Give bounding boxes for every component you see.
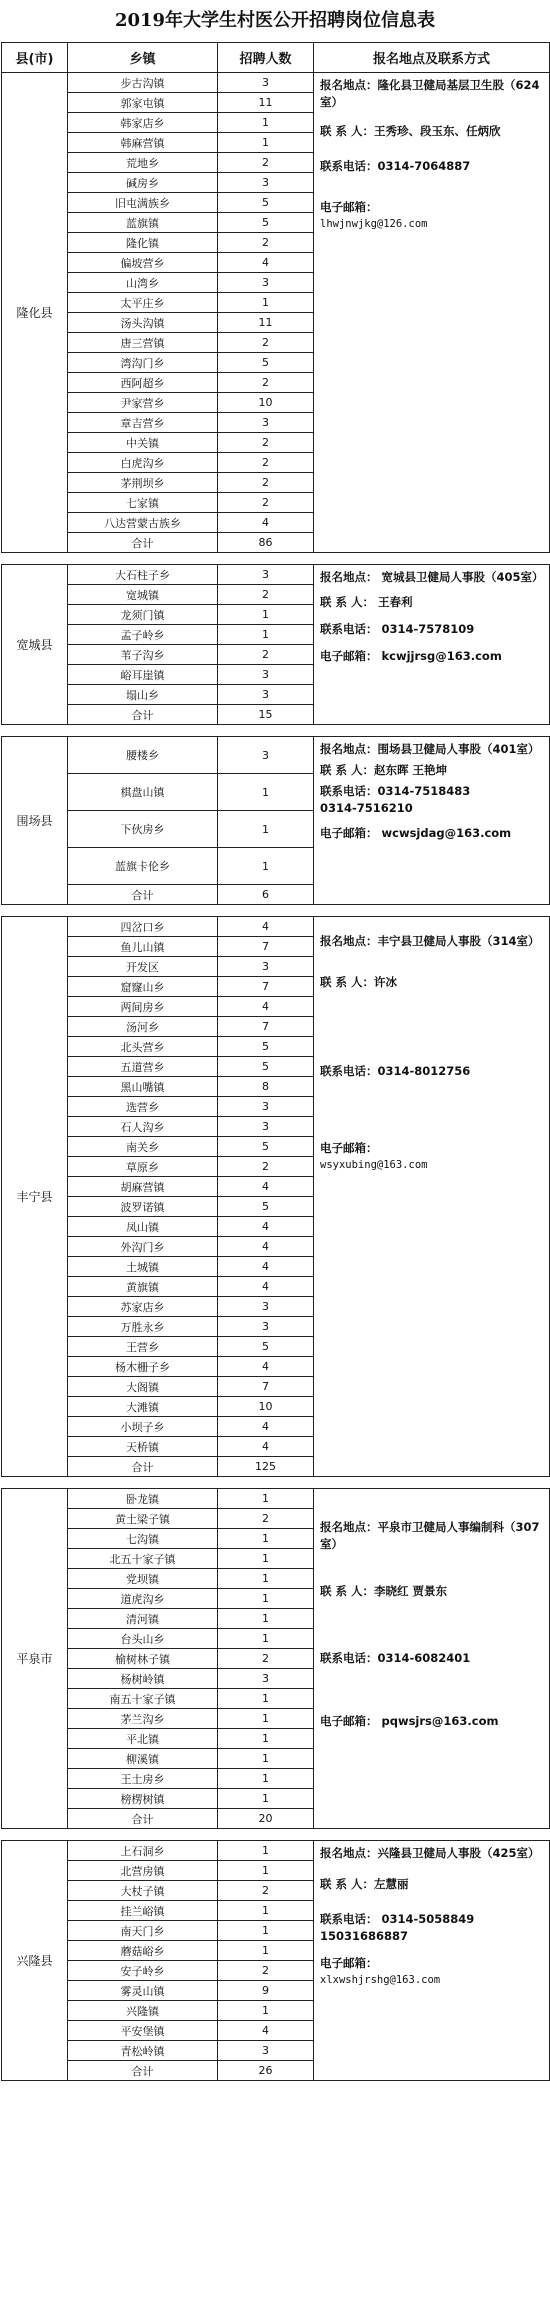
count-cell: 1: [218, 1749, 314, 1769]
town-cell: 王营乡: [68, 1337, 218, 1357]
town-cell: 黄旗镇: [68, 1277, 218, 1297]
contact-line: 电子邮箱： wcwsjdag@163.com: [320, 826, 512, 840]
contact-line: 联系电话：0314-6082401: [320, 1651, 471, 1665]
section-separator: [2, 1477, 550, 1489]
town-cell: 蘑菇峪乡: [68, 1941, 218, 1961]
count-cell: 7: [218, 977, 314, 997]
count-cell: 2: [218, 1881, 314, 1901]
count-cell: 4: [218, 1177, 314, 1197]
count-cell: 3: [218, 737, 314, 774]
count-cell: 2: [218, 433, 314, 453]
town-cell: 万胜永乡: [68, 1317, 218, 1337]
contact-line: 联系电话： 0314-7578109: [320, 622, 475, 636]
count-cell: 4: [218, 253, 314, 273]
town-cell: 土城镇: [68, 1257, 218, 1277]
town-cell: 龙须门镇: [68, 605, 218, 625]
contact-line: 电子邮箱：: [320, 200, 378, 214]
page-title: 2019年大学生村医公开招聘岗位信息表: [114, 10, 436, 31]
contact-cell: [314, 917, 550, 1477]
town-cell: 兴隆镇: [68, 2001, 218, 2021]
count-cell: 1: [218, 1921, 314, 1941]
town-cell: 南关乡: [68, 1137, 218, 1157]
town-cell: 开发区: [68, 957, 218, 977]
town-cell: 北头营乡: [68, 1037, 218, 1057]
town-cell: 棋盘山镇: [68, 774, 218, 811]
town-cell: 黄土梁子镇: [68, 1509, 218, 1529]
total-label: 合计: [68, 1457, 218, 1477]
count-cell: 4: [218, 917, 314, 937]
count-cell: 1: [218, 1689, 314, 1709]
contact-cell: [314, 565, 550, 725]
count-cell: 4: [218, 1237, 314, 1257]
count-cell: 2: [218, 1157, 314, 1177]
town-cell: 窟窿山乡: [68, 977, 218, 997]
count-cell: 2: [218, 373, 314, 393]
contact-line: 联 系 人：许冰: [320, 975, 398, 989]
town-cell: 小坝子乡: [68, 1417, 218, 1437]
count-cell: 2: [218, 473, 314, 493]
count-cell: 3: [218, 957, 314, 977]
separator-cell: [2, 725, 550, 737]
town-cell: 荒地乡: [68, 153, 218, 173]
town-cell: 腰楼乡: [68, 737, 218, 774]
count-cell: 1: [218, 625, 314, 645]
total-value: 20: [218, 1809, 314, 1829]
count-cell: 9: [218, 1981, 314, 2001]
total-value: 6: [218, 885, 314, 905]
total-value: 86: [218, 533, 314, 553]
count-cell: 3: [218, 665, 314, 685]
town-cell: 挂兰峪镇: [68, 1901, 218, 1921]
table-row: [2, 1489, 550, 1509]
count-cell: 1: [218, 1709, 314, 1729]
contact-cell: [314, 1841, 550, 2081]
count-cell: 1: [218, 1549, 314, 1569]
total-label: 合计: [68, 885, 218, 905]
count-cell: 1: [218, 1941, 314, 1961]
count-cell: 2: [218, 585, 314, 605]
town-cell: 西阿超乡: [68, 373, 218, 393]
count-cell: 3: [218, 1669, 314, 1689]
town-cell: 北五十家子镇: [68, 1549, 218, 1569]
town-cell: 苏家店乡: [68, 1297, 218, 1317]
contact-line: 报名地点：围场县卫健局人事股（401室）: [320, 742, 540, 756]
contact-line: 联系电话： 0314-5058849: [320, 1912, 475, 1926]
town-cell: 五道营乡: [68, 1057, 218, 1077]
town-cell: 平北镇: [68, 1729, 218, 1749]
count-cell: 3: [218, 1317, 314, 1337]
contact-line: xlxwshjrshg@163.com: [320, 1974, 441, 1986]
total-value: 15: [218, 705, 314, 725]
header-row: [2, 43, 550, 73]
count-cell: 3: [218, 685, 314, 705]
town-cell: 柳溪镇: [68, 1749, 218, 1769]
town-cell: 孟子岭乡: [68, 625, 218, 645]
town-cell: 章吉营乡: [68, 413, 218, 433]
county-cell: 平泉市: [2, 1489, 68, 1829]
count-cell: 10: [218, 393, 314, 413]
contact-line: 联 系 人：李晓红 贾景东: [320, 1584, 448, 1598]
count-cell: 2: [218, 453, 314, 473]
count-cell: 5: [218, 1137, 314, 1157]
count-cell: 4: [218, 1417, 314, 1437]
count-cell: 3: [218, 1297, 314, 1317]
contact-line: lhwjnwjkg@126.com: [320, 218, 428, 230]
town-cell: 雾灵山镇: [68, 1981, 218, 2001]
town-cell: 大阁镇: [68, 1377, 218, 1397]
count-cell: 1: [218, 1589, 314, 1609]
count-cell: 5: [218, 1037, 314, 1057]
county-cell: 围场县: [2, 737, 68, 905]
count-cell: 8: [218, 1077, 314, 1097]
contact-line: 联系电话：0314-7064887: [320, 159, 471, 173]
town-cell: 凤山镇: [68, 1217, 218, 1237]
town-cell: 七家镇: [68, 493, 218, 513]
town-cell: 榜楞树镇: [68, 1789, 218, 1809]
town-cell: 塌山乡: [68, 685, 218, 705]
town-cell: 尹家营乡: [68, 393, 218, 413]
town-cell: 鱼儿山镇: [68, 937, 218, 957]
table-row: [2, 73, 550, 93]
town-cell: 大石柱子乡: [68, 565, 218, 585]
town-cell: 汤河乡: [68, 1017, 218, 1037]
town-cell: 山湾乡: [68, 273, 218, 293]
town-cell: 宽城镇: [68, 585, 218, 605]
count-cell: 1: [218, 811, 314, 848]
town-cell: 王土房乡: [68, 1769, 218, 1789]
contact-line: 电子邮箱：: [320, 1141, 378, 1155]
count-cell: 3: [218, 73, 314, 93]
contact-cell: [314, 73, 550, 553]
separator-cell: [2, 1829, 550, 1841]
contact-line: 联系电话：0314-8012756: [320, 1064, 471, 1078]
contact-line: 电子邮箱：: [320, 1956, 378, 1970]
town-cell: 黑山嘴镇: [68, 1077, 218, 1097]
town-cell: 天桥镇: [68, 1437, 218, 1457]
town-cell: 道虎沟乡: [68, 1589, 218, 1609]
count-cell: 2: [218, 233, 314, 253]
total-value: 26: [218, 2061, 314, 2081]
header-contact: 报名地点及联系方式: [314, 43, 550, 73]
count-cell: 1: [218, 774, 314, 811]
count-cell: 4: [218, 1277, 314, 1297]
contact-line: 15031686887: [320, 1929, 409, 1943]
count-cell: 1: [218, 1529, 314, 1549]
count-cell: 4: [218, 997, 314, 1017]
header-count: 招聘人数: [218, 43, 314, 73]
town-cell: 上石洞乡: [68, 1841, 218, 1861]
count-cell: 4: [218, 1437, 314, 1457]
count-cell: 4: [218, 2021, 314, 2041]
county-cell: 隆化县: [2, 73, 68, 553]
count-cell: 3: [218, 1117, 314, 1137]
contact-cell: [314, 737, 550, 905]
town-cell: 南五十家子镇: [68, 1689, 218, 1709]
town-cell: 郭家屯镇: [68, 93, 218, 113]
town-cell: 大杖子镇: [68, 1881, 218, 1901]
count-cell: 1: [218, 113, 314, 133]
town-cell: 台头山乡: [68, 1629, 218, 1649]
count-cell: 11: [218, 93, 314, 113]
section-separator: [2, 553, 550, 565]
count-cell: 2: [218, 1649, 314, 1669]
contact-line: 电子邮箱： kcwjjrsg@163.com: [320, 649, 502, 663]
town-cell: 两间房乡: [68, 997, 218, 1017]
town-cell: 党坝镇: [68, 1569, 218, 1589]
town-cell: 四岔口乡: [68, 917, 218, 937]
count-cell: 2: [218, 645, 314, 665]
town-cell: 八达营蒙古族乡: [68, 513, 218, 533]
county-cell: 宽城县: [2, 565, 68, 725]
town-cell: 大滩镇: [68, 1397, 218, 1417]
count-cell: 4: [218, 513, 314, 533]
count-cell: 11: [218, 313, 314, 333]
town-cell: 北营房镇: [68, 1861, 218, 1881]
town-cell: 湾沟门乡: [68, 353, 218, 373]
total-label: 合计: [68, 533, 218, 553]
recruitment-table: [1, 42, 550, 2081]
town-cell: 波罗诺镇: [68, 1197, 218, 1217]
town-cell: 白虎沟乡: [68, 453, 218, 473]
count-cell: 2: [218, 1509, 314, 1529]
town-cell: 安子岭乡: [68, 1961, 218, 1981]
town-cell: 苇子沟乡: [68, 645, 218, 665]
count-cell: 3: [218, 1097, 314, 1117]
count-cell: 3: [218, 413, 314, 433]
count-cell: 1: [218, 1901, 314, 1921]
contact-line: 报名地点：兴隆县卫健局人事股（425室）: [320, 1846, 540, 1860]
county-cell: 兴隆县: [2, 1841, 68, 2081]
count-cell: 5: [218, 1057, 314, 1077]
town-cell: 青松岭镇: [68, 2041, 218, 2061]
section-separator: [2, 905, 550, 917]
town-cell: 南天门乡: [68, 1921, 218, 1941]
count-cell: 1: [218, 133, 314, 153]
contact-line: 0314-7516210: [320, 801, 413, 815]
town-cell: 榆树林子镇: [68, 1649, 218, 1669]
contact-line: 报名地点：隆化县卫健局基层卫生股（624室）: [320, 78, 540, 109]
count-cell: 7: [218, 1017, 314, 1037]
total-label: 合计: [68, 1809, 218, 1829]
total-label: 合计: [68, 2061, 218, 2081]
count-cell: 1: [218, 1609, 314, 1629]
town-cell: 下伙房乡: [68, 811, 218, 848]
header-county: 县(市): [2, 43, 68, 73]
town-cell: 中关镇: [68, 433, 218, 453]
table-row: [2, 917, 550, 937]
town-cell: 选营乡: [68, 1097, 218, 1117]
count-cell: 1: [218, 2001, 314, 2021]
table-row: [2, 737, 550, 774]
contact-line: 报名地点：丰宁县卫健局人事股（314室）: [320, 934, 540, 948]
count-cell: 7: [218, 1377, 314, 1397]
separator-cell: [2, 905, 550, 917]
town-cell: 隆化镇: [68, 233, 218, 253]
town-cell: 峪耳崖镇: [68, 665, 218, 685]
count-cell: 3: [218, 2041, 314, 2061]
header-town: 乡镇: [68, 43, 218, 73]
contact-line: 联 系 人：左慧丽: [320, 1877, 409, 1891]
town-cell: 胡麻营镇: [68, 1177, 218, 1197]
total-value: 125: [218, 1457, 314, 1477]
count-cell: 1: [218, 1769, 314, 1789]
contact-line: 报名地点： 宽城县卫健局人事股（405室）: [320, 570, 544, 584]
count-cell: 3: [218, 565, 314, 585]
count-cell: 1: [218, 1489, 314, 1509]
count-cell: 1: [218, 1569, 314, 1589]
count-cell: 3: [218, 173, 314, 193]
town-cell: 平安堡镇: [68, 2021, 218, 2041]
table-row: [2, 565, 550, 585]
town-cell: 太平庄乡: [68, 293, 218, 313]
town-cell: 茅兰沟乡: [68, 1709, 218, 1729]
total-label: 合计: [68, 705, 218, 725]
contact-cell: [314, 1489, 550, 1829]
town-cell: 石人沟乡: [68, 1117, 218, 1137]
count-cell: 1: [218, 1861, 314, 1881]
town-cell: 清河镇: [68, 1609, 218, 1629]
town-cell: 草原乡: [68, 1157, 218, 1177]
town-cell: 卧龙镇: [68, 1489, 218, 1509]
count-cell: 10: [218, 1397, 314, 1417]
town-cell: 蓝旗卡伦乡: [68, 848, 218, 885]
count-cell: 1: [218, 1789, 314, 1809]
town-cell: 外沟门乡: [68, 1237, 218, 1257]
county-cell: 丰宁县: [2, 917, 68, 1477]
count-cell: 2: [218, 1961, 314, 1981]
contact-line: 联 系 人：王秀珍、段玉东、任炳欣: [320, 124, 501, 138]
town-cell: 汤头沟镇: [68, 313, 218, 333]
town-cell: 碱房乡: [68, 173, 218, 193]
count-cell: 5: [218, 193, 314, 213]
contact-line: 联系电话：0314-7518483: [320, 784, 471, 798]
count-cell: 1: [218, 1629, 314, 1649]
contact-line: 电子邮箱： pqwsjrs@163.com: [320, 1714, 499, 1728]
count-cell: 2: [218, 153, 314, 173]
count-cell: 5: [218, 1197, 314, 1217]
town-cell: 步古沟镇: [68, 73, 218, 93]
count-cell: 1: [218, 605, 314, 625]
count-cell: 1: [218, 1841, 314, 1861]
section-separator: [2, 725, 550, 737]
count-cell: 4: [218, 1217, 314, 1237]
contact-line: 联 系 人： 王春利: [320, 595, 413, 609]
table-row: [2, 1841, 550, 1861]
count-cell: 3: [218, 273, 314, 293]
contact-line: 报名地点：平泉市卫健局人事编制科（307室）: [320, 1520, 540, 1551]
count-cell: 5: [218, 213, 314, 233]
count-cell: 1: [218, 1729, 314, 1749]
town-cell: 韩麻营镇: [68, 133, 218, 153]
count-cell: 5: [218, 1337, 314, 1357]
count-cell: 4: [218, 1357, 314, 1377]
section-separator: [2, 1829, 550, 1841]
town-cell: 七沟镇: [68, 1529, 218, 1549]
count-cell: 1: [218, 848, 314, 885]
count-cell: 2: [218, 333, 314, 353]
count-cell: 4: [218, 1257, 314, 1277]
count-cell: 2: [218, 493, 314, 513]
count-cell: 5: [218, 353, 314, 373]
town-cell: 杨树岭镇: [68, 1669, 218, 1689]
count-cell: 1: [218, 293, 314, 313]
town-cell: 茅荆坝乡: [68, 473, 218, 493]
separator-cell: [2, 553, 550, 565]
town-cell: 蓝旗镇: [68, 213, 218, 233]
count-cell: 7: [218, 937, 314, 957]
town-cell: 旧屯满族乡: [68, 193, 218, 213]
separator-cell: [2, 1477, 550, 1489]
town-cell: 杨木栅子乡: [68, 1357, 218, 1377]
town-cell: 偏坡营乡: [68, 253, 218, 273]
town-cell: 韩家店乡: [68, 113, 218, 133]
town-cell: 唐三营镇: [68, 333, 218, 353]
contact-line: 联 系 人：赵东晖 王艳坤: [320, 763, 448, 777]
contact-line: wsyxubing@163.com: [320, 1159, 428, 1171]
